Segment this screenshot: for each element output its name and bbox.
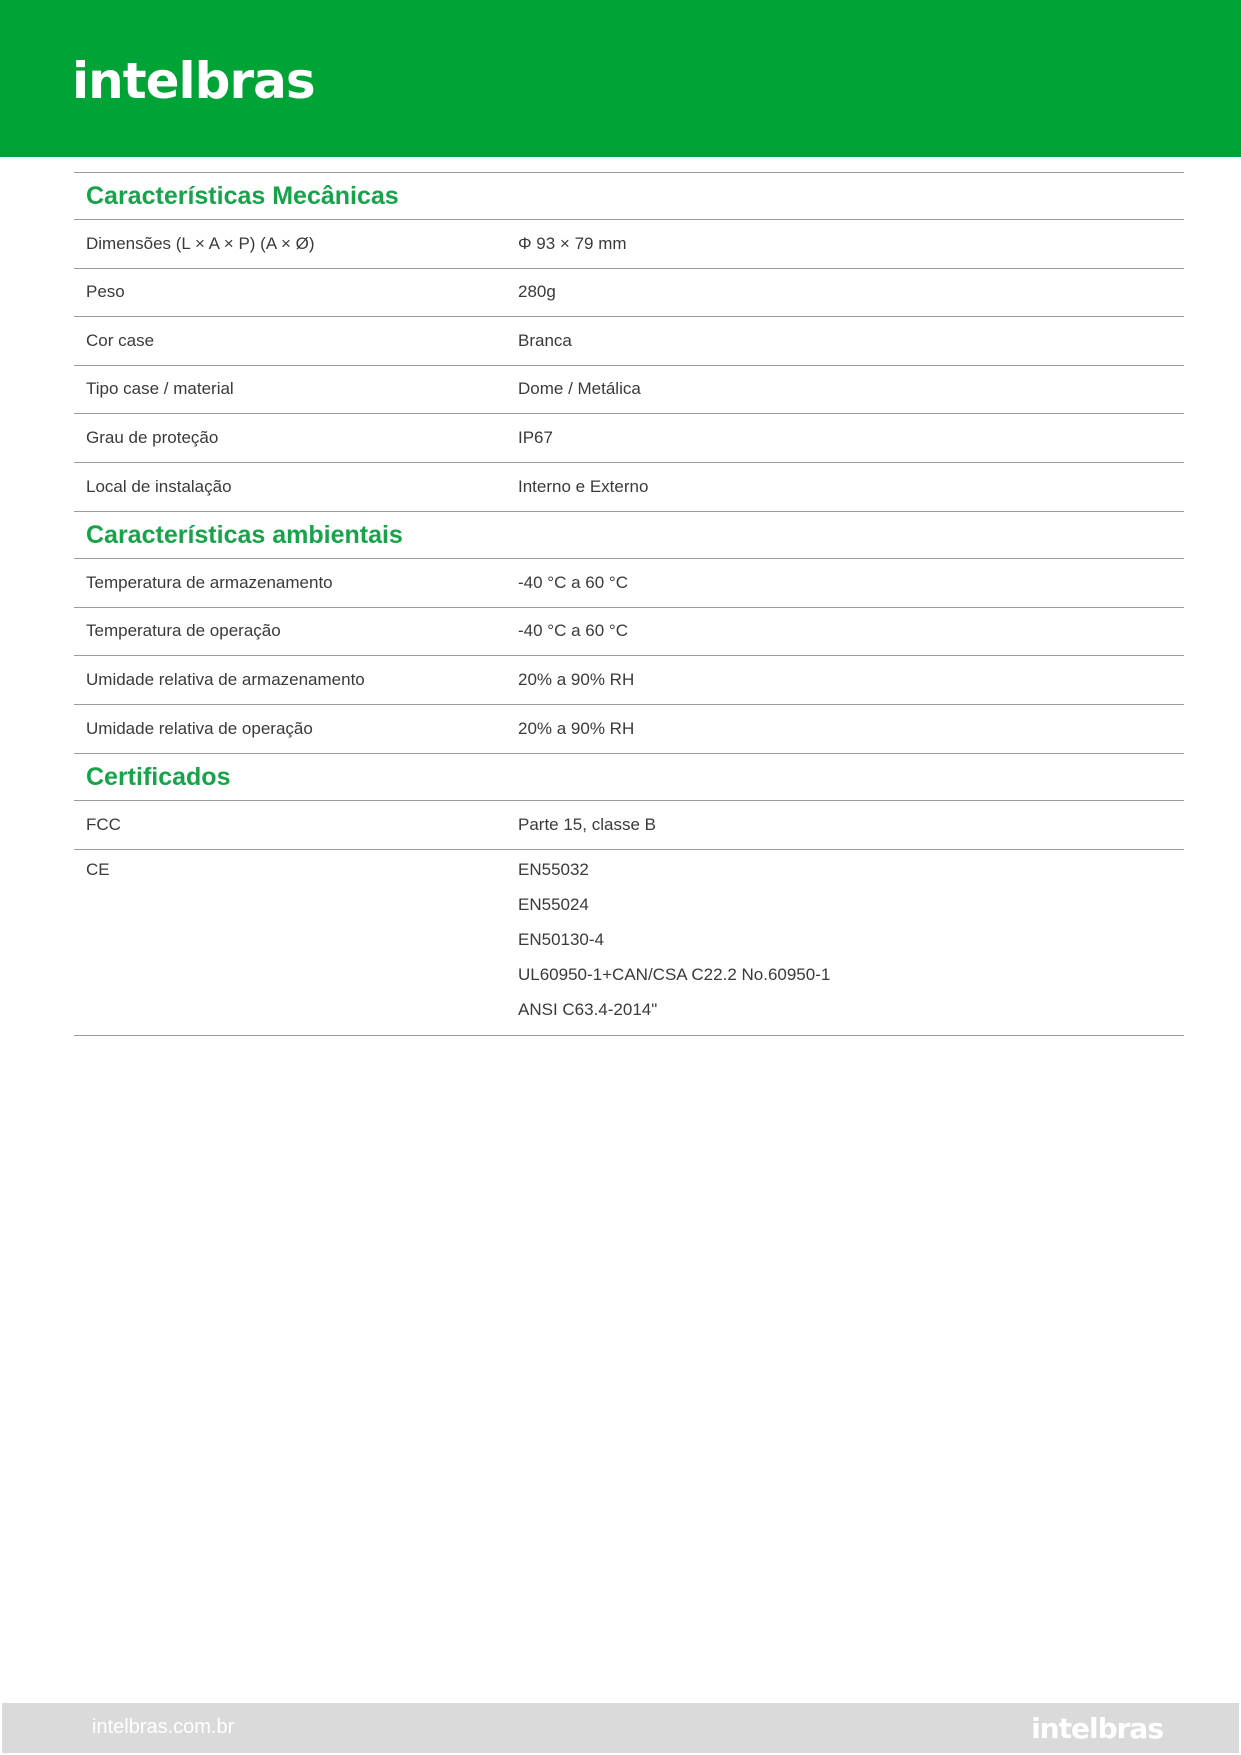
- spec-label: Umidade relativa de operação: [86, 718, 313, 738]
- spec-table: [74, 172, 1184, 1036]
- spec-value: 20% a 90% RH: [518, 669, 635, 689]
- spec-value: Φ 93 × 79 mm: [518, 233, 627, 253]
- intelbras-logo: intelbras: [72, 52, 315, 110]
- spec-value: 20% a 90% RH: [518, 718, 635, 738]
- spec-value: -40 °C a 60 °C: [518, 621, 628, 641]
- spec-row-ce: [74, 850, 1184, 1036]
- footer-url[interactable]: intelbras.com.br: [92, 1716, 235, 1738]
- spec-row: [74, 220, 1184, 269]
- spec-value: 280g: [518, 282, 556, 302]
- spec-label: Peso: [86, 282, 125, 302]
- spec-label: Temperatura de armazenamento: [86, 572, 333, 592]
- spec-label: Local de instalação: [86, 476, 232, 496]
- ce-standard: EN50130-4: [518, 929, 605, 949]
- spec-label: Cor case: [86, 330, 155, 350]
- spec-row: [74, 317, 1184, 366]
- spec-value: Branca: [518, 330, 572, 350]
- spec-label: FCC: [86, 814, 121, 834]
- spec-value: Dome / Metálica: [518, 379, 641, 399]
- spec-value: IP67: [518, 427, 553, 447]
- spec-row: [74, 463, 1184, 512]
- spec-row: [74, 269, 1184, 318]
- ce-standard: UL60950-1+CAN/CSA C22.2 No.60950-1: [518, 964, 831, 984]
- spec-value: Parte 15, classe B: [518, 814, 656, 834]
- spec-row: [74, 801, 1184, 850]
- page-footer: [2, 1703, 1239, 1753]
- spec-row: [74, 608, 1184, 657]
- spec-row: [74, 705, 1184, 754]
- page-header: [0, 0, 1241, 157]
- spec-row: [74, 559, 1184, 608]
- ce-standard: ANSI C63.4-2014": [518, 999, 658, 1019]
- spec-row: [74, 656, 1184, 705]
- section-title-ambientais: Características ambientais: [74, 511, 1184, 559]
- spec-row: [74, 366, 1184, 415]
- spec-label: Grau de proteção: [86, 427, 219, 447]
- spec-label: Temperatura de operação: [86, 621, 281, 641]
- spec-value: Interno e Externo: [518, 476, 649, 496]
- spec-label: CE: [86, 859, 110, 879]
- section-title-certificados: Certificados: [74, 753, 1184, 801]
- spec-label: Tipo case / material: [86, 379, 234, 399]
- spec-label: Dimensões (L × A × P) (A × Ø): [86, 233, 315, 253]
- spec-value-list: [518, 860, 1184, 1035]
- spec-value: -40 °C a 60 °C: [518, 572, 628, 592]
- spec-label: Umidade relativa de armazenamento: [86, 669, 365, 689]
- ce-standard: EN55032: [518, 859, 589, 879]
- ce-standard: EN55024: [518, 894, 589, 914]
- spec-row: [74, 414, 1184, 463]
- footer-logo: intelbras: [1031, 1712, 1163, 1745]
- section-title-mecanicas: Características Mecânicas: [74, 172, 1184, 220]
